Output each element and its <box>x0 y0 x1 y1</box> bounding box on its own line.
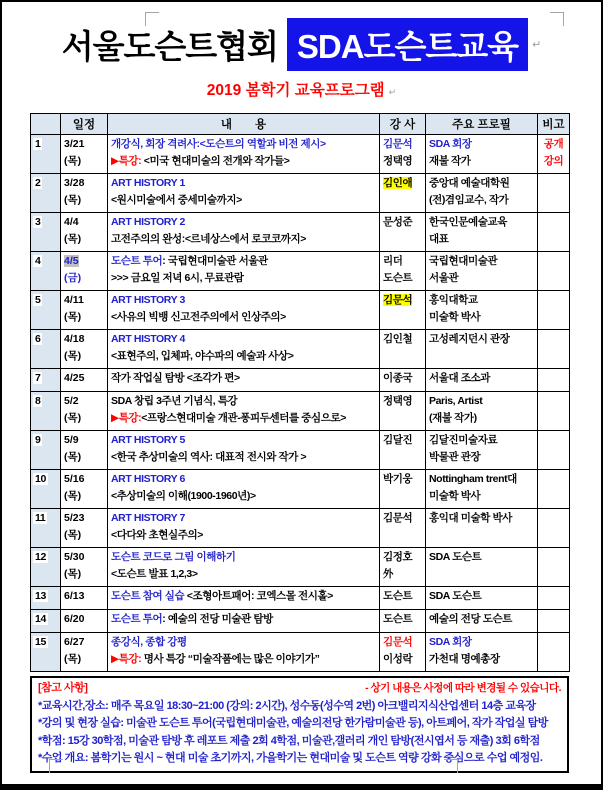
date-cell: 5/23 (목) <box>61 509 108 548</box>
lecturer-cell: 김달진 <box>380 431 426 470</box>
profile-cell: 국립현대미술관 서울관 <box>426 252 538 291</box>
profile-cell: 예술의 전당 도슨트 <box>426 610 538 633</box>
profile-cell: SDA 회장 가천대 명예총장 <box>426 633 538 672</box>
no-cell <box>31 548 61 587</box>
text-seg: ART HISTORY 4 <box>111 333 185 345</box>
note-line-overview: *수업 개요: 봄학기는 원시 ~ 현대 미술 초기까지, 가을학기는 현대미술 및 도슨트 역량 강화 중심으로 수업 예정임. <box>38 752 543 765</box>
header-content: 내 용 <box>108 114 380 135</box>
header-note: 비고 <box>538 114 570 135</box>
date-cell <box>61 252 108 291</box>
text-boundary-mark <box>145 12 159 26</box>
text-seg: <한국 추상미술의 역사: 대표적 전시와 작가 > <box>111 451 307 463</box>
content-cell <box>108 633 380 672</box>
content-cell <box>108 369 380 392</box>
profile-cell: SDA 도슨트 <box>426 548 538 587</box>
note-cell <box>538 587 570 610</box>
profile-cell: 홍익대 미술학 박사 <box>426 509 538 548</box>
lecturer-cell <box>380 291 426 330</box>
note-cell <box>538 392 570 431</box>
row-number: 1 <box>35 138 41 150</box>
text-seg: 도슨트 투어 <box>111 613 163 625</box>
text-seg: SDA 창립 3주년 기념식, 특강 <box>111 395 238 407</box>
lecturer-cell: 도슨트 <box>380 587 426 610</box>
note-cell <box>538 509 570 548</box>
date-cell: 6/20 <box>61 610 108 633</box>
row-number: 13 <box>35 590 46 602</box>
row-number: 7 <box>35 372 41 384</box>
no-cell <box>31 509 61 548</box>
text-seg: 명사 특강 “미술작품에는 많은 이야기가” <box>141 653 320 665</box>
page-title-association: 서울도슨트협회 <box>61 28 278 65</box>
lecturer-cell: 정택영 <box>380 392 426 431</box>
row-number: 14 <box>35 613 46 625</box>
schedule-row <box>31 633 570 672</box>
lecturer-cell: 김인철 <box>380 330 426 369</box>
text-seg: ART HISTORY 2 <box>111 216 185 228</box>
content-cell <box>108 252 380 291</box>
date-cell: 5/2 (목) <box>61 392 108 431</box>
schedule-row <box>31 587 570 610</box>
text-seg: 종강식, 종합 강평 <box>111 636 187 648</box>
special-lecture-marker: ▶특강: <box>111 155 142 167</box>
no-cell <box>31 252 61 291</box>
lecturer-cell <box>380 135 426 174</box>
note-cell <box>538 252 570 291</box>
profile-text: SDA 회장 <box>429 138 472 150</box>
content-cell <box>108 587 380 610</box>
schedule-row <box>31 392 570 431</box>
note-cell <box>538 470 570 509</box>
text-seg: ART HISTORY 3 <box>111 294 185 306</box>
schedule-row <box>31 548 570 587</box>
row-number: 3 <box>35 216 41 228</box>
no-cell <box>31 369 61 392</box>
date-cell: 6/27 (목) <box>61 633 108 672</box>
profile-text: SDA 회장 <box>429 636 472 648</box>
paragraph-mark-icon: ↵ <box>532 39 542 51</box>
lecturer-cell <box>380 174 426 213</box>
date-cell: 5/16 (목) <box>61 470 108 509</box>
profile-cell: 서울대 조소과 <box>426 369 538 392</box>
page-title-program: SDA도슨트교육 <box>287 18 528 71</box>
schedule-row <box>31 252 570 291</box>
text-seg: <원시미술에서 중세미술까지> <box>111 194 242 206</box>
table-header-row <box>31 114 570 135</box>
profile-cell: Nottingham trent대 미술학 박사 <box>426 470 538 509</box>
content-cell <box>108 509 380 548</box>
document-subtitle: 2019 봄학기 교육프로그램 ↵ <box>206 82 397 99</box>
row-number: 10 <box>35 473 46 485</box>
content-cell <box>108 392 380 431</box>
no-cell <box>31 431 61 470</box>
weekday-text: (목) <box>64 155 82 167</box>
content-cell <box>108 213 380 252</box>
special-lecture-marker: ▶특강: <box>111 653 142 665</box>
text-seg: <다다와 초현실주의> <box>111 529 203 541</box>
schedule-row <box>31 174 570 213</box>
date-cell: 4/11 (목) <box>61 291 108 330</box>
lecturer-cell: 도슨트 <box>380 610 426 633</box>
text-seg: 도슨트 투어 <box>111 255 163 267</box>
lecturer-cell: 리더 도슨트 <box>380 252 426 291</box>
note-line-fieldwork: *강의 및 현장 실습: 미술관 도슨트 투어(국립현대미술관, 예술의전당 한가람미술관 등), 아트페어, 작가 작업실 탐방 <box>38 717 548 730</box>
text-seg: 고전주의의 완성:<르네상스에서 로코코까지> <box>111 233 306 245</box>
paragraph-mark-icon: ↵ <box>388 87 397 97</box>
notes-title: [참고 사항] <box>38 682 88 694</box>
note-cell <box>538 610 570 633</box>
lecturer-name: 김문석 <box>383 636 413 648</box>
lecturer-name-highlighted: 김문석 <box>383 294 413 306</box>
row-number: 5 <box>35 294 41 306</box>
text-seg: 도슨트 코드로 그림 이해하기 <box>111 551 236 563</box>
date-text: 3/21 <box>64 138 85 150</box>
profile-cell: 한국인문예술교육 대표 <box>426 213 538 252</box>
text-seg: 작가 작업실 탐방 <조각가 편> <box>111 372 240 384</box>
row-number: 11 <box>35 512 46 524</box>
note-cell <box>538 369 570 392</box>
note-cell <box>538 633 570 672</box>
text-boundary-mark <box>550 12 564 26</box>
text-seg: <사유의 빅뱅 신고전주의에서 인상주의> <box>111 311 286 323</box>
date-cell: 6/13 <box>61 587 108 610</box>
profile-cell: 김달진미술자료 박물관 관장 <box>426 431 538 470</box>
content-cell <box>108 431 380 470</box>
no-cell <box>31 330 61 369</box>
lecturer-name: 김문석 <box>383 138 413 150</box>
content-cell <box>108 291 380 330</box>
schedule-row <box>31 509 570 548</box>
lecturer-cell: 문성준 <box>380 213 426 252</box>
text-seg: <프랑스현대미술 개관-퐁피두센터를 중심으로> <box>141 412 346 424</box>
schedule-row <box>31 213 570 252</box>
date-cell: 4/4 (목) <box>61 213 108 252</box>
profile-text: 재불 작가 <box>429 155 471 167</box>
header-date: 일정 <box>61 114 108 135</box>
schedule-row <box>31 135 570 174</box>
schedule-row <box>31 330 570 369</box>
special-lecture-marker: ▶특강: <box>111 412 142 424</box>
date-text-highlighted: 4/5 <box>64 255 79 267</box>
row-number: 4 <box>35 255 41 267</box>
profile-cell: 고성레지던시 관장 <box>426 330 538 369</box>
text-seg: ART HISTORY 5 <box>111 434 185 446</box>
no-cell <box>31 291 61 330</box>
date-cell: 4/25 <box>61 369 108 392</box>
text-seg: <미국 현대미술의 전개와 작가들> <box>141 155 290 167</box>
schedule-row <box>31 369 570 392</box>
no-cell <box>31 633 61 672</box>
content-cell <box>108 135 380 174</box>
date-cell: 5/9 (목) <box>61 431 108 470</box>
no-cell <box>31 392 61 431</box>
schedule-row <box>31 610 570 633</box>
date-cell: 3/28 (목) <box>61 174 108 213</box>
schedule-row <box>31 431 570 470</box>
no-cell <box>31 213 61 252</box>
profile-cell: 중앙대 예술대학원 (전)겸임교수, 작가 <box>426 174 538 213</box>
lecturer-cell: 이종국 <box>380 369 426 392</box>
header-profile: 주요 프로필 <box>426 114 538 135</box>
note-cell <box>538 135 570 174</box>
schedule-row <box>31 291 570 330</box>
note-cell <box>538 213 570 252</box>
text-seg: : 국립현대미술관 서울관 <box>162 255 268 267</box>
note-cell <box>538 291 570 330</box>
text-seg: >>> 금요일 저녁 6시, 무료관람 <box>111 272 244 284</box>
row-number: 12 <box>35 551 46 563</box>
lecturer-cell: 김문석 이성락 <box>380 633 426 672</box>
text-seg: <표현주의, 입체파, 야수파의 예술과 사상> <box>111 350 294 362</box>
no-cell <box>31 470 61 509</box>
lecturer-name-highlighted: 김인애 <box>383 177 413 189</box>
text-seg: ART HISTORY 7 <box>111 512 185 524</box>
text-seg: ART HISTORY 1 <box>111 177 185 189</box>
profile-cell <box>426 135 538 174</box>
text-seg: <조형아트패어: 코엑스몰 전시홀> <box>184 590 334 602</box>
note-line-schedule: *교육시간,장소: 매주 목요일 18:30~21:00 (강의: 2시간), 성수동(성수역 2번) 아크밸리지식산업센터 14층 교육장 <box>38 699 536 712</box>
note-cell <box>538 431 570 470</box>
profile-cell: 홍익대학교 미술학 박사 <box>426 291 538 330</box>
row-number: 9 <box>35 434 41 446</box>
row-number: 6 <box>35 333 41 345</box>
change-notice: - 상기 내용은 사정에 따라 변경될 수 있습니다. <box>365 682 561 694</box>
content-cell <box>108 548 380 587</box>
text-boundary-mark <box>49 759 63 773</box>
note-line-credits: *학점: 15강 30학점, 미술관 탐방 후 레포트 제출 2회 4학점, 미술관,갤러리 개인 탐방(전시엽서 등 재출) 3회 6학점 <box>38 734 540 747</box>
weekday-text: (금) <box>64 272 82 284</box>
note-cell <box>538 330 570 369</box>
document-title <box>2 18 601 71</box>
no-cell <box>31 610 61 633</box>
no-cell <box>31 174 61 213</box>
lecturer-cell: 김문석 <box>380 509 426 548</box>
date-cell: 5/30 (목) <box>61 548 108 587</box>
content-cell <box>108 610 380 633</box>
profile-cell: SDA 도슨트 <box>426 587 538 610</box>
text-seg: <추상미술의 이해(1900-1960년)> <box>111 490 256 502</box>
row-number: 2 <box>35 177 41 189</box>
header-no <box>31 114 61 135</box>
lecturer-cell: 김정호 外 <box>380 548 426 587</box>
program-schedule-table <box>30 113 570 672</box>
text-seg: ART HISTORY 6 <box>111 473 185 485</box>
lecturer-name: 정택영 <box>383 155 413 167</box>
row-number: 8 <box>35 395 41 407</box>
text-seg: <도슨트 발표 1,2,3> <box>111 568 198 580</box>
date-cell <box>61 135 108 174</box>
lecturer-cell: 박기웅 <box>380 470 426 509</box>
no-cell <box>31 587 61 610</box>
reference-notes-box <box>30 676 569 773</box>
content-cell <box>108 174 380 213</box>
header-lecturer: 강 사 <box>380 114 426 135</box>
text-seg: 도슨트 참여 실습 <box>111 590 185 602</box>
note-cell <box>538 548 570 587</box>
content-cell <box>108 330 380 369</box>
text-seg: : 예술의 전당 미술관 탐방 <box>162 613 273 625</box>
row-number: 15 <box>35 636 46 648</box>
note-text: 강의 <box>543 155 564 167</box>
text-boundary-mark <box>444 759 458 773</box>
content-cell <box>108 470 380 509</box>
schedule-row <box>31 470 570 509</box>
no-cell <box>31 135 61 174</box>
profile-cell: Paris, Artist (재불 작가) <box>426 392 538 431</box>
note-cell <box>538 174 570 213</box>
note-text: 공개 <box>543 138 564 150</box>
text-seg: 개강식, 회장 격려사:<도슨트의 역할과 비전 제시> <box>111 138 326 150</box>
date-cell: 4/18 (목) <box>61 330 108 369</box>
